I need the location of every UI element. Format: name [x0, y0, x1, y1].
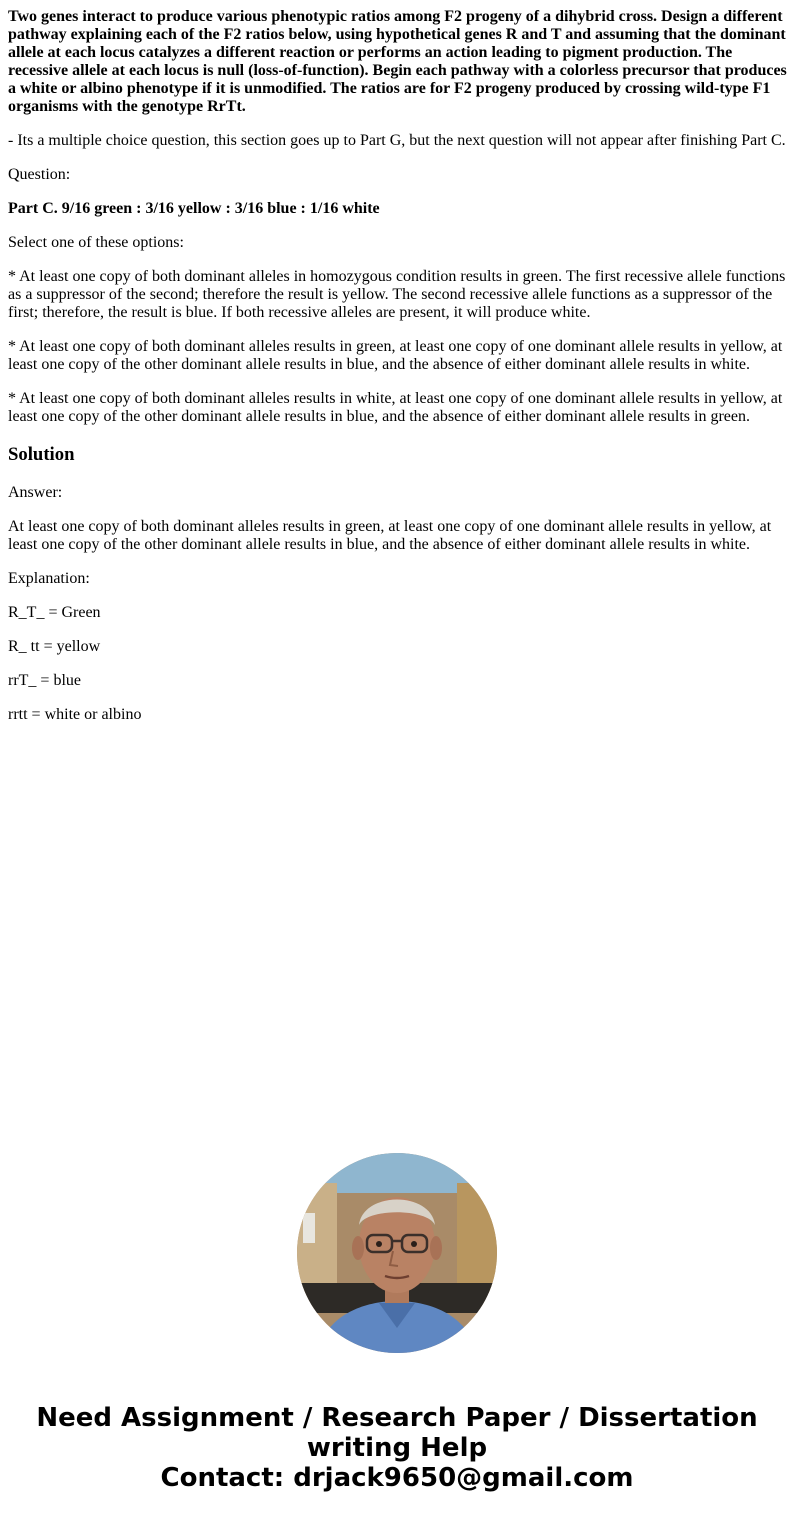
question-intro: Two genes interact to produce various phenotypic ratios among F2 progeny of a dihybrid cross. Design a different pathway explaining each of the F2 ratios below, using hypothetical genes R and T and assuming that the dominant allele at each locus catalyzes a different reaction or performs an action leading to pigment production. The recessive allele at each locus is null (loss-of-function). Begin each pathway with a colorless precursor that produces a white or albino phenotype if it is unmodified. The ratios are for F2 progeny produced by crossing wild-type F1 organisms with the genotype RrTt. — [8, 8, 787, 115]
avatar-portrait — [297, 1153, 497, 1353]
explanation-line: rrtt = white or albino — [8, 706, 142, 723]
promo-line: Need Assignment / Research Paper / Dissertation — [36, 1403, 758, 1433]
question-label: Question: — [8, 166, 71, 183]
option-1: * At least one copy of both dominant alleles in homozygous condition results in green. The first recessive allele functions as a suppressor of the second; therefore the result is yellow. The second recessive allele functions as a suppressor of the first; therefore, the result is blue. If both recessive alleles are present, it will produce white. — [8, 268, 786, 321]
question-part: Part C. 9/16 green : 3/16 yellow : 3/16 blue : 1/16 white — [8, 200, 380, 217]
document-body — [8, 0, 788, 740]
promo-line: writing Help — [306, 1433, 488, 1463]
avatar — [297, 1153, 497, 1353]
option-2: * At least one copy of both dominant alleles results in green, at least one copy of one dominant allele results in yellow, at least one copy of the other dominant allele results in blue, and the absence of either dominant allele results in white. — [8, 338, 783, 373]
option-3: * At least one copy of both dominant alleles results in white, at least one copy of one dominant allele results in yellow, at least one copy of the other dominant allele results in blue, and the absence of either dominant allele results in green. — [8, 390, 783, 425]
explanation-line: R_T_ = Green — [8, 604, 101, 621]
explanation-line: R_ tt = yellow — [8, 638, 101, 655]
answer-text: At least one copy of both dominant alleles results in green, at least one copy of one dominant allele results in yellow, at least one copy of the other dominant allele results in blue, and the absence of either dominant allele results in white. — [8, 518, 772, 553]
solution-heading: Solution — [8, 444, 75, 465]
promo-contact: Contact: drjack9650@gmail.com — [160, 1463, 634, 1493]
select-label: Select one of these options: — [8, 234, 184, 251]
explanation-line: rrT_ = blue — [8, 672, 81, 689]
promo-banner — [0, 1403, 794, 1493]
answer-label: Answer: — [8, 484, 63, 501]
question-note: - Its a multiple choice question, this section goes up to Part G, but the next question will not appear after finishing Part C. — [8, 132, 786, 149]
explanation-label: Explanation: — [8, 570, 90, 587]
